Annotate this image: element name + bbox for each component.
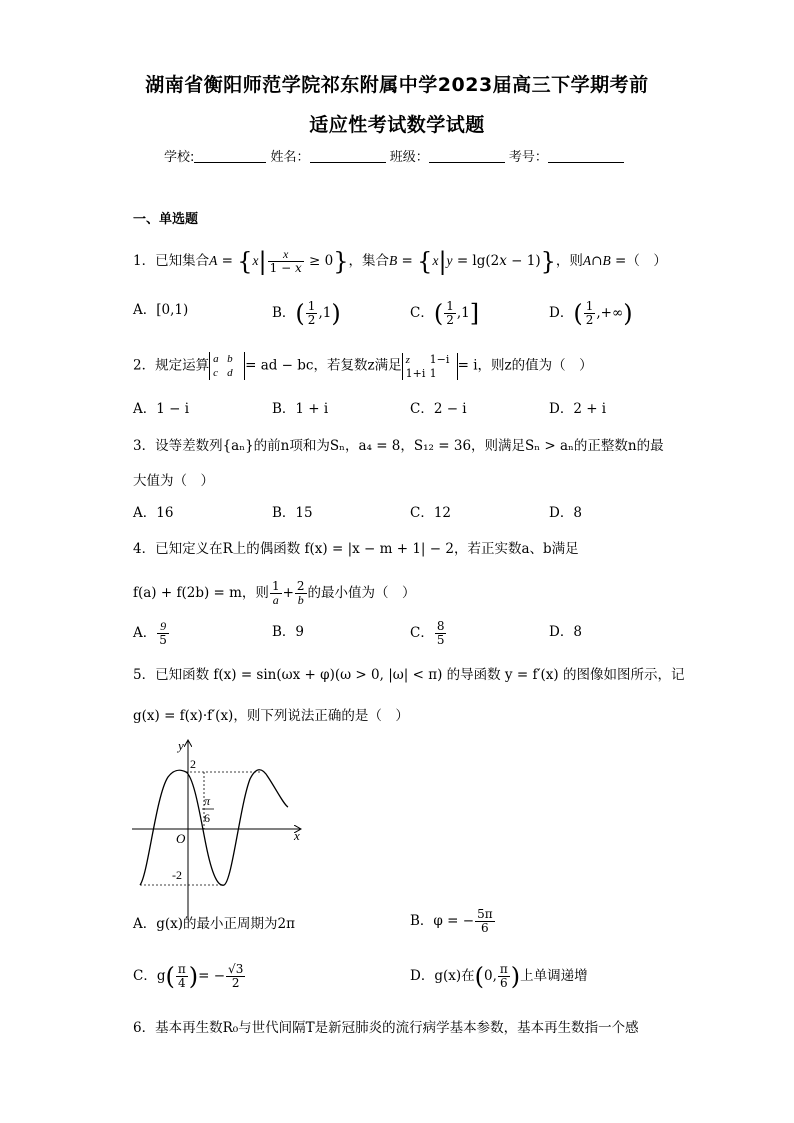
q3-option-b[interactable]: B．15 (272, 505, 313, 521)
question-5-line1: 5．已知函数 f(x) = sin(ωx + φ)(ω > 0, |ω| < π) 的导函数 y = f′(x) 的图像如图所示，记 (133, 667, 685, 683)
q5-option-b[interactable]: B．φ = − $\frac{5\pi}{6}$ (410, 907, 493, 935)
question-3-line2: 大值为（ ） (133, 473, 214, 489)
q4-option-b[interactable]: B．9 (272, 624, 305, 640)
max-value-label: 2 (190, 757, 196, 771)
q3-option-d[interactable]: D．8 (549, 505, 582, 521)
pi-label: π (204, 794, 211, 808)
field-name-label: 姓名： (270, 150, 310, 165)
q3-option-c[interactable]: C．12 (410, 505, 452, 521)
q4-option-c[interactable]: C． $\frac{8}{5}$ (410, 619, 445, 647)
q4-option-d[interactable]: D．8 (549, 624, 582, 640)
q5-option-c[interactable]: C．g( $\frac{\pi}{4}$ )= − $\frac{√3}{2}$ (133, 962, 244, 991)
x-axis-label: x (294, 828, 300, 843)
question-1: 1．已知集合A = {x| $\frac{x}{1 - x}$ ≥ 0}，集合B = {x|y = lg(2x − 1)}，则A∩B =（ ） (133, 247, 667, 276)
field-name-blank[interactable] (310, 150, 386, 163)
q1-option-b[interactable]: B．( $\frac{1}{2}$ ,1) (272, 299, 341, 328)
q4-option-a[interactable]: A． $\frac{9}{5}$ (133, 619, 167, 647)
field-number-label: 考号： (508, 150, 548, 165)
question-6-line1: 6．基本再生数R₀与世代间隔T是新冠肺炎的流行病学基本参数，基本再生数指一个感 (133, 1020, 639, 1036)
question-3-line1: 3．设等差数列{aₙ}的前n项和为Sₙ，a₄ = 8，S₁₂ = 36，则满足Sₙ > aₙ的正整数n的最 (133, 438, 664, 454)
field-number-blank[interactable] (548, 150, 624, 163)
q2-option-b[interactable]: B．1 + i (272, 401, 329, 417)
q2-option-d[interactable]: D．2 + i (549, 401, 607, 417)
field-class-blank[interactable] (429, 150, 505, 163)
q1-option-a[interactable]: A．[0,1) (133, 302, 189, 318)
question-2: 2．规定运算 a b c d = ad − bc，若复数z满足 z 1−i 1+i 1 = i，则z的值为（ ） (133, 352, 593, 380)
field-school-label: 学校: (164, 150, 195, 165)
exam-title-line2: 适应性考试数学试题 (309, 114, 485, 136)
q5-option-a[interactable]: A．g(x)的最小正周期为2π (133, 916, 295, 932)
min-value-label: -2 (172, 868, 182, 882)
six-label: 6 (204, 811, 210, 825)
q3-option-a[interactable]: A．16 (133, 505, 174, 521)
derivative-graph (128, 735, 308, 920)
curve-f-prime (140, 770, 288, 885)
q1-option-d[interactable]: D．( $\frac{1}{2}$ ,+∞) (549, 299, 633, 328)
q5-option-d[interactable]: D．g(x)在(0, $\frac{\pi}{6}$ )上单调递增 (410, 962, 588, 991)
section-heading: 一、单选题 (133, 212, 199, 227)
question-4-line1: 4．已知定义在R上的偶函数 f(x) = |x − m + 1| − 2，若正实数a、b满足 (133, 541, 579, 557)
q2-option-c[interactable]: C．2 − i (410, 401, 467, 417)
exam-title-line1: 湖南省衡阳师范学院祁东附属中学2023届高三下学期考前 (145, 74, 649, 96)
student-info-fields (164, 146, 624, 165)
q1-option-c[interactable]: C．( $\frac{1}{2}$ ,1] (410, 299, 480, 328)
question-5-line2: g(x) = f(x)·f′(x)，则下列说法正确的是（ ） (133, 708, 409, 724)
q2-option-a[interactable]: A．1 − i (133, 401, 190, 417)
y-axis-label: y (178, 738, 184, 753)
origin-label: O (176, 831, 186, 846)
field-class-label: 班级： (389, 150, 429, 165)
field-school-blank[interactable] (194, 150, 266, 163)
question-4-line2: f(a) + f(2b) = m，则 $\frac{1}{a}$ + $\frac{2}{b}$ 的最小值为（ ） (133, 579, 416, 607)
